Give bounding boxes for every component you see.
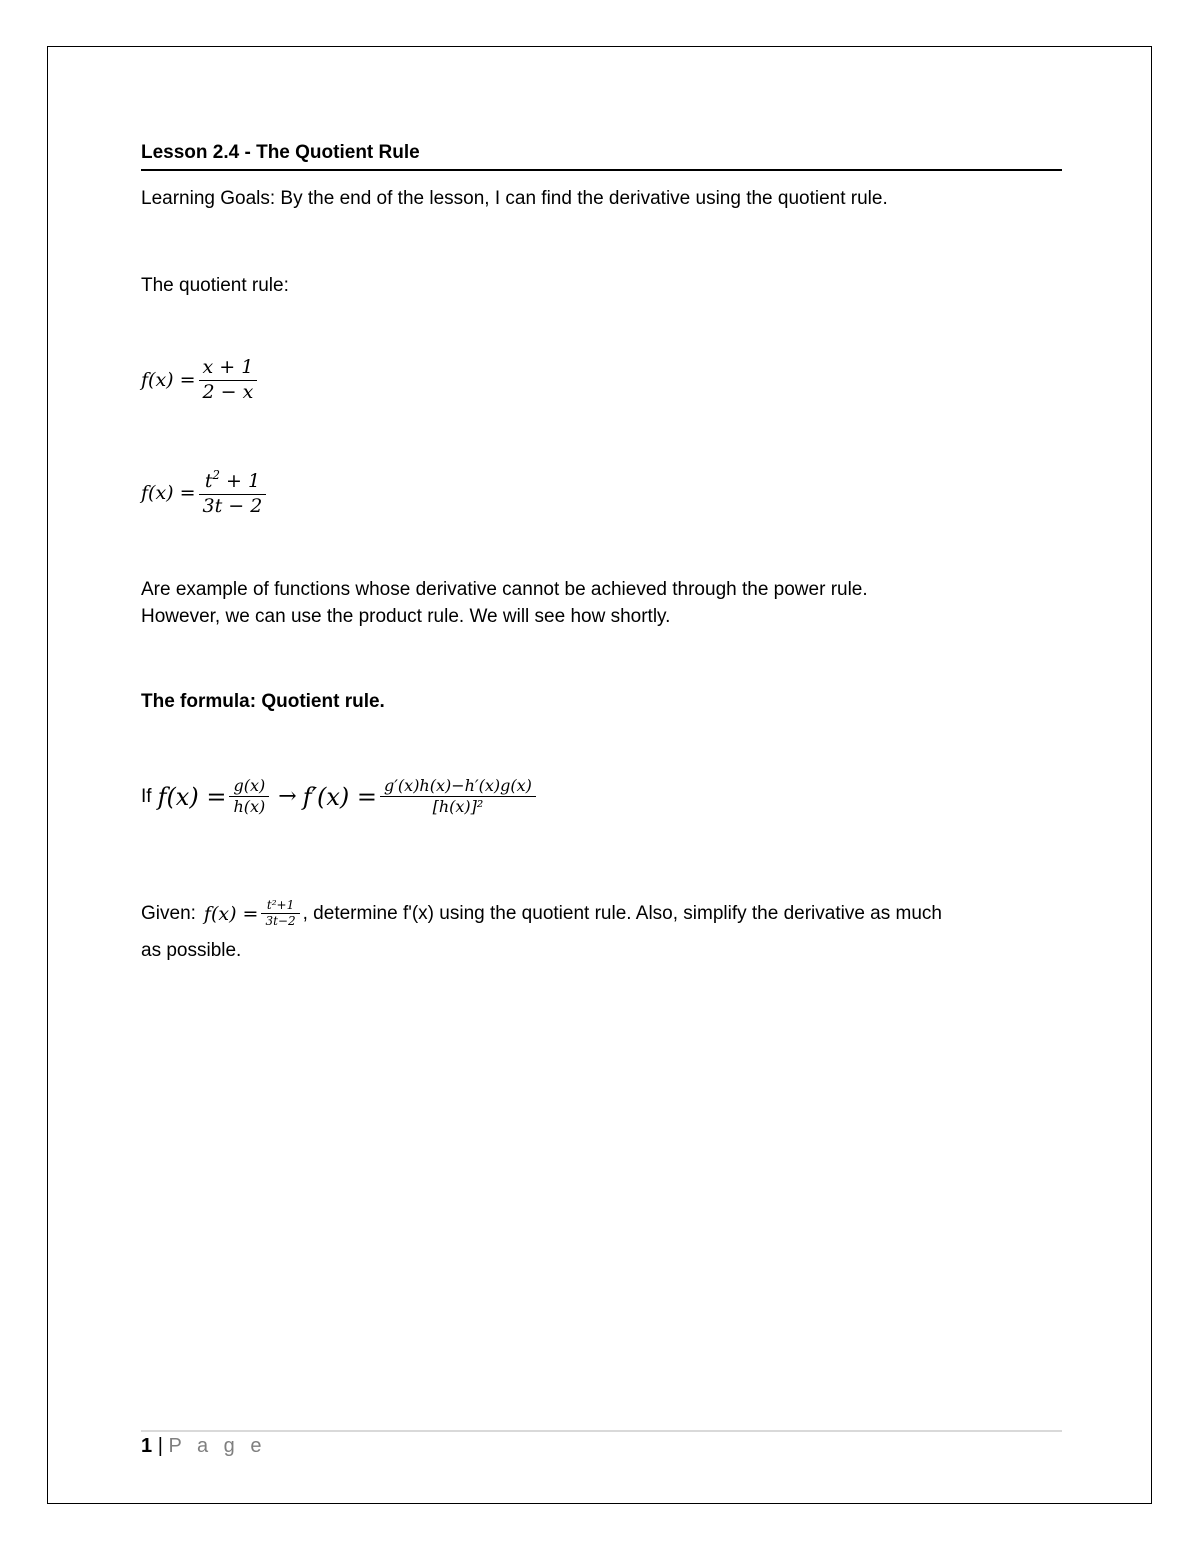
formula-heading: The formula: Quotient rule. xyxy=(141,691,385,712)
formula-lhs: f(x) = xyxy=(157,782,227,811)
formula-derivative-lhs: f′(x) = xyxy=(302,782,378,811)
lesson-title: Lesson 2.4 - The Quotient Rule xyxy=(141,142,420,163)
formula-if: If xyxy=(141,785,152,807)
example-1-lhs: f(x) = xyxy=(141,369,196,392)
quotient-rule-formula xyxy=(141,776,539,817)
explanation-line-1: Are example of functions whose derivative cannot be achieved through the power rule. xyxy=(141,579,868,600)
given-text-line-2: as possible. xyxy=(141,940,242,961)
example-2-fraction xyxy=(199,468,267,519)
example-1-numerator: x + 1 xyxy=(202,356,254,378)
example-2-equation xyxy=(141,468,269,519)
example-1-denominator: 2 − x xyxy=(202,380,254,403)
example-2-numerator: $t^2 + 1$ xyxy=(204,468,261,493)
quotient-rule-label: The quotient rule: xyxy=(141,275,289,296)
given-denominator: 3t−2 xyxy=(265,914,296,928)
page-border xyxy=(47,46,1152,1504)
page-footer xyxy=(141,1435,266,1458)
given-fraction xyxy=(261,898,299,929)
formula-derivative-fraction xyxy=(380,776,536,817)
formula-h-denominator: h(x) xyxy=(233,797,266,816)
formula-g-numerator: g(x) xyxy=(233,776,266,795)
example-2-lhs: f(x) = xyxy=(141,482,196,505)
footer-rule xyxy=(141,1430,1062,1432)
formula-g-over-h xyxy=(229,776,269,817)
given-lhs: f(x) = xyxy=(203,902,259,925)
title-underline xyxy=(141,169,1062,171)
page-label: P a g e xyxy=(168,1435,267,1457)
example-1-equation xyxy=(141,356,260,405)
page-number: 1 xyxy=(141,1435,153,1457)
learning-goals: Learning Goals: By the end of the lesson, I can find the derivative using the quotient rule. xyxy=(141,188,888,209)
example-1-fraction xyxy=(199,356,258,405)
explanation-line-2: However, we can use the product rule. We will see how shortly. xyxy=(141,606,671,627)
given-prefix: Given: xyxy=(141,902,196,924)
given-numerator: t²+1 xyxy=(266,898,295,912)
example-2-denominator: 3t − 2 xyxy=(202,494,263,517)
formula-arrow: → xyxy=(278,784,297,809)
given-text: , determine f'(x) using the quotient rule. Also, simplify the derivative as much xyxy=(302,902,942,924)
formula-derivative-numerator: g′(x)h(x)−h′(x)g(x) xyxy=(384,776,532,795)
formula-derivative-denominator: [h(x)]² xyxy=(432,797,484,816)
footer-separator: | xyxy=(157,1435,163,1457)
given-problem xyxy=(141,898,942,929)
